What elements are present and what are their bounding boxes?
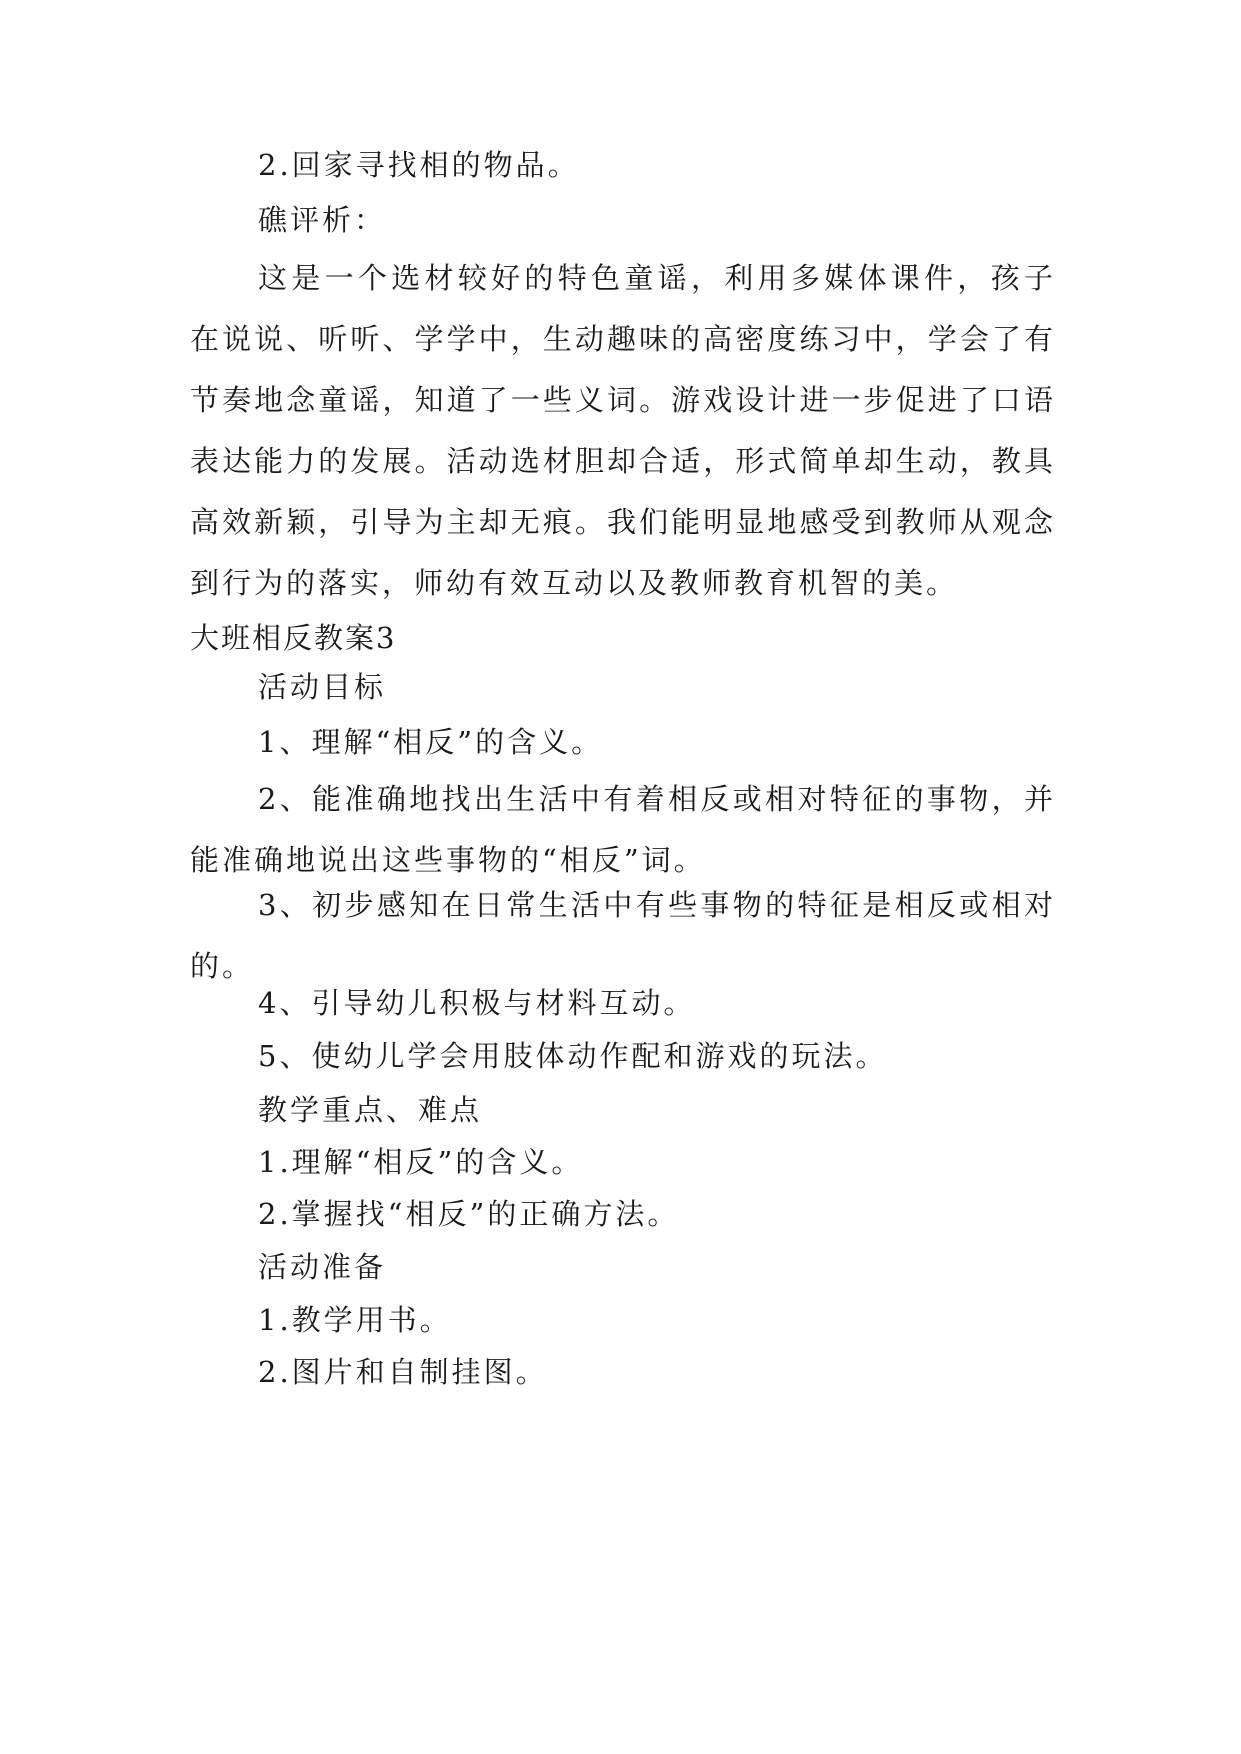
- goal-item-5: 5、使幼儿学会用肢体动作配和游戏的玩法。: [258, 1039, 888, 1073]
- goal-item-1: 1、理解“相反”的含义。: [258, 725, 604, 759]
- key-point-item-2: 2.掌握找“相反”的正确方法。: [258, 1197, 680, 1231]
- goal-item-4: 4、引导幼儿积极与材料互动。: [258, 986, 696, 1020]
- intro-task-2: 2.回家寻找相的物品。: [258, 148, 580, 182]
- review-paragraph: 这是一个选材较好的特色童谣，利用多媒体课件，孩子在说说、听听、学学中，生动趣味的高密度练习中，学会了有节奏地念童谣，知道了一些义词。游戏设计进一步促进了口语表达能力的发展。活动选材胆却合适，形式简单却生动，教具高效新颖，引导为主却无痕。我们能明显地感受到教师从观念到行为的落实，师幼有效互动以及教师教育机智的美。: [190, 261, 1056, 600]
- goals-heading: 活动目标: [258, 670, 387, 704]
- preparation-item-2: 2.图片和自制挂图。: [258, 1355, 548, 1389]
- key-point-item-1: 1.理解“相反”的含义。: [258, 1145, 584, 1179]
- preparation-item-1: 1.教学用书。: [258, 1303, 452, 1337]
- key-points-heading: 教学重点、难点: [258, 1093, 483, 1127]
- goal-item-2: 2、能准确地找出生活中有着相反或相对特征的事物，并能准确地说出这些事物的“相反”词。: [190, 782, 1056, 877]
- section-title: 大班相反教案3: [190, 621, 397, 655]
- preparation-heading: 活动准备: [258, 1250, 387, 1284]
- goal-item-3: 3、初步感知在日常生活中有些事物的特征是相反或相对的。: [190, 888, 1056, 983]
- review-heading: 礁评析：: [258, 203, 387, 237]
